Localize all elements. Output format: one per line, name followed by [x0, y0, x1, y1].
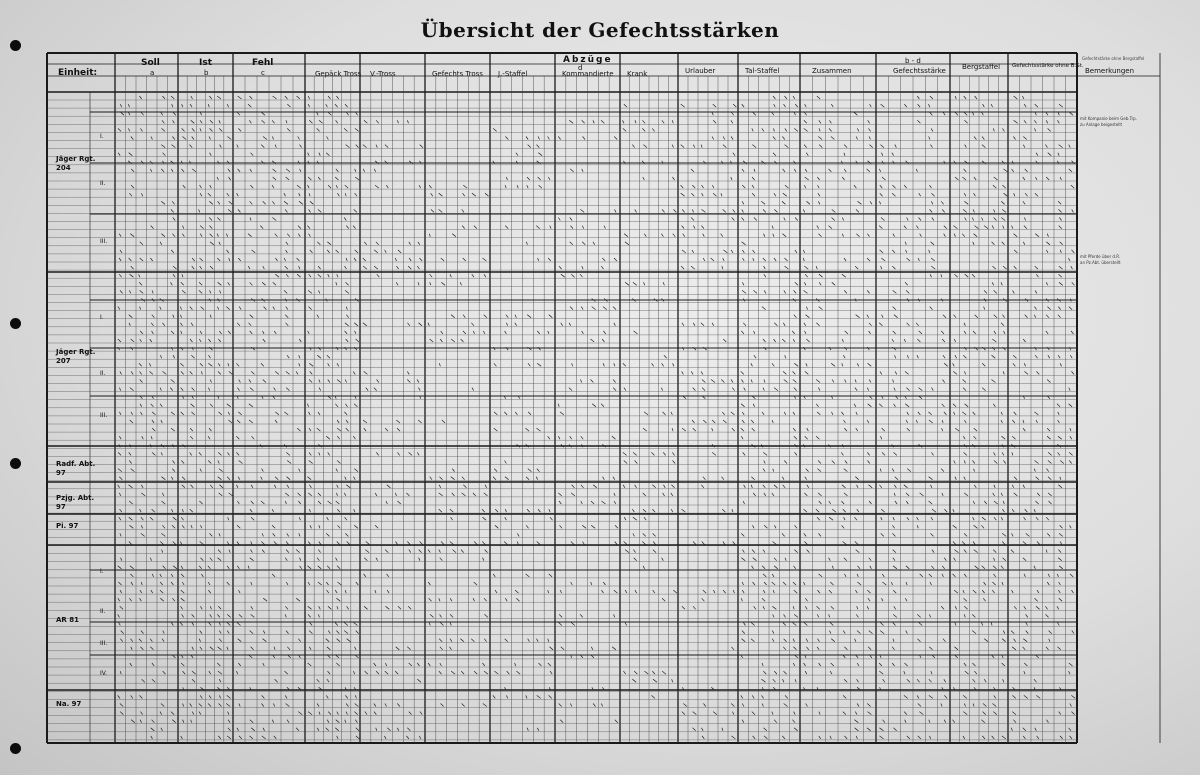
header-soll: Soll: [141, 58, 160, 68]
corner-note: Gefechtstärke ohne Bergstaffel: [1082, 56, 1145, 61]
header-gefechts-tross: Gefechts Tross: [432, 70, 483, 78]
header-gefechtsstaerke: Gefechtsstärke: [893, 67, 946, 75]
battalion-label: I.: [100, 568, 104, 575]
unit-label-radf-97: Radf. Abt. 97: [56, 460, 96, 477]
remark: mit Pferde über d.R.: [1080, 254, 1121, 259]
unit-label-jaeger-207: Jäger Rgt. 207: [56, 348, 96, 365]
header-einheit: Einheit:: [58, 68, 98, 78]
unit-label-jaeger-204: Jäger Rgt. 204: [56, 155, 96, 172]
unit-label-pzjg-97: Pzjg. Abt. 97: [56, 494, 95, 511]
header-urlauber: Urlauber: [685, 67, 716, 75]
battalion-label: II.: [100, 608, 106, 615]
unit-label-pi-97: Pi. 97: [56, 522, 79, 530]
battalion-label: I.: [100, 314, 104, 321]
header-krank: Krank: [627, 70, 648, 78]
header-tal-staffel: Tal-Staffel: [745, 67, 780, 75]
battalion-label: III.: [100, 640, 108, 647]
remark: an Pz.Abt. überstellt: [1080, 260, 1121, 265]
header-soll-a: a: [150, 69, 155, 77]
header-j-staffel: J.-Staffel: [498, 70, 528, 78]
header-abzuege-d: d: [578, 64, 583, 72]
header-ist: Ist: [199, 58, 213, 68]
header-gefechtsstaerke-ohne: Gefechtsstärke ohne B.St.: [1012, 63, 1084, 69]
header-fehl-c: c: [261, 69, 265, 77]
battalion-label: IV.: [100, 670, 108, 677]
remark: mit Kompanie beim Geb.Trp.: [1080, 116, 1137, 121]
battalion-label: III.: [100, 238, 108, 245]
document-title: Übersicht der Gefechtsstärken: [420, 18, 780, 42]
battalion-label: II.: [100, 180, 106, 187]
header-v-tross: V.-Tross: [370, 70, 396, 78]
battalion-label: II.: [100, 370, 106, 377]
header-fehl: Fehl: [252, 58, 274, 68]
header-ist-b: b: [204, 69, 209, 77]
header-kommandierte: Kommandierte: [562, 70, 614, 78]
remark: zu Anlage beigestellt: [1080, 122, 1123, 127]
header-abzuege: Abzüge: [563, 55, 613, 65]
header-zusammen: Zusammen: [812, 67, 852, 75]
battalion-label: III.: [100, 412, 108, 419]
unit-label-na-97: Na. 97: [56, 700, 82, 708]
header-b-d: b - d: [905, 57, 921, 65]
header-bergstaffel: Bergstaffel: [962, 63, 1001, 71]
unit-label-ar-81: AR 81: [56, 616, 79, 624]
header-gepaeck-tross: Gepäck Tross: [315, 70, 362, 78]
header-bemerkungen: Bemerkungen: [1085, 67, 1135, 75]
battalion-label: I.: [100, 133, 104, 140]
